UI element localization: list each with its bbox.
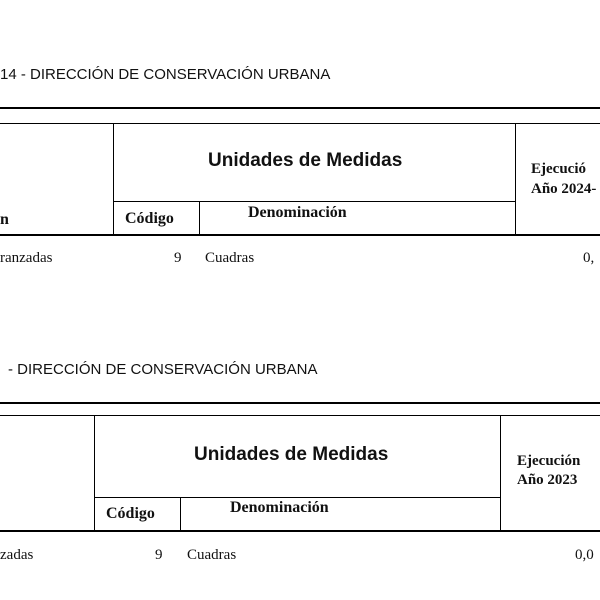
- units-of-measure-header: Unidades de Medidas: [208, 150, 403, 171]
- ejecucion-header-line2: Año 2024-: [531, 181, 597, 197]
- denominacion-header: Denominación: [248, 204, 347, 221]
- description-header-fragment: n: [0, 211, 9, 228]
- codigo-header: Código: [125, 210, 174, 227]
- column-divider: [199, 202, 200, 235]
- column-divider: [94, 415, 95, 531]
- row-description: zadas: [0, 547, 34, 563]
- column-divider: [500, 415, 501, 531]
- units-subheader-border: [94, 497, 500, 498]
- units-subheader-border: [113, 201, 516, 202]
- table-top-border: [0, 107, 600, 109]
- column-divider: [515, 123, 516, 235]
- table-header-top-border: [0, 415, 600, 416]
- table-header-bottom-border: [0, 530, 600, 532]
- section-title: - DIRECCIÓN DE CONSERVACIÓN URBANA: [8, 361, 318, 378]
- ejecucion-header-line1: Ejecución: [517, 453, 581, 469]
- row-codigo: 9: [174, 250, 182, 266]
- row-description: ranzadas: [0, 250, 53, 266]
- column-divider: [113, 123, 114, 235]
- row-denominacion: Cuadras: [187, 547, 237, 563]
- row-value: 0,: [583, 250, 595, 266]
- row-codigo: 9: [155, 547, 163, 563]
- units-of-measure-header: Unidades de Medidas: [194, 444, 389, 465]
- ejecucion-header-line2: Año 2023: [517, 472, 578, 488]
- table-header-top-border: [0, 123, 600, 124]
- codigo-header: Código: [106, 505, 155, 522]
- table-top-border: [0, 402, 600, 404]
- row-value: 0,0: [575, 547, 594, 563]
- table-header-bottom-border: [0, 234, 600, 236]
- column-divider: [180, 498, 181, 531]
- ejecucion-header-line1: Ejecució: [531, 161, 586, 177]
- row-denominacion: Cuadras: [205, 250, 255, 266]
- section-title: 14 - DIRECCIÓN DE CONSERVACIÓN URBANA: [0, 66, 331, 83]
- denominacion-header: Denominación: [230, 499, 329, 516]
